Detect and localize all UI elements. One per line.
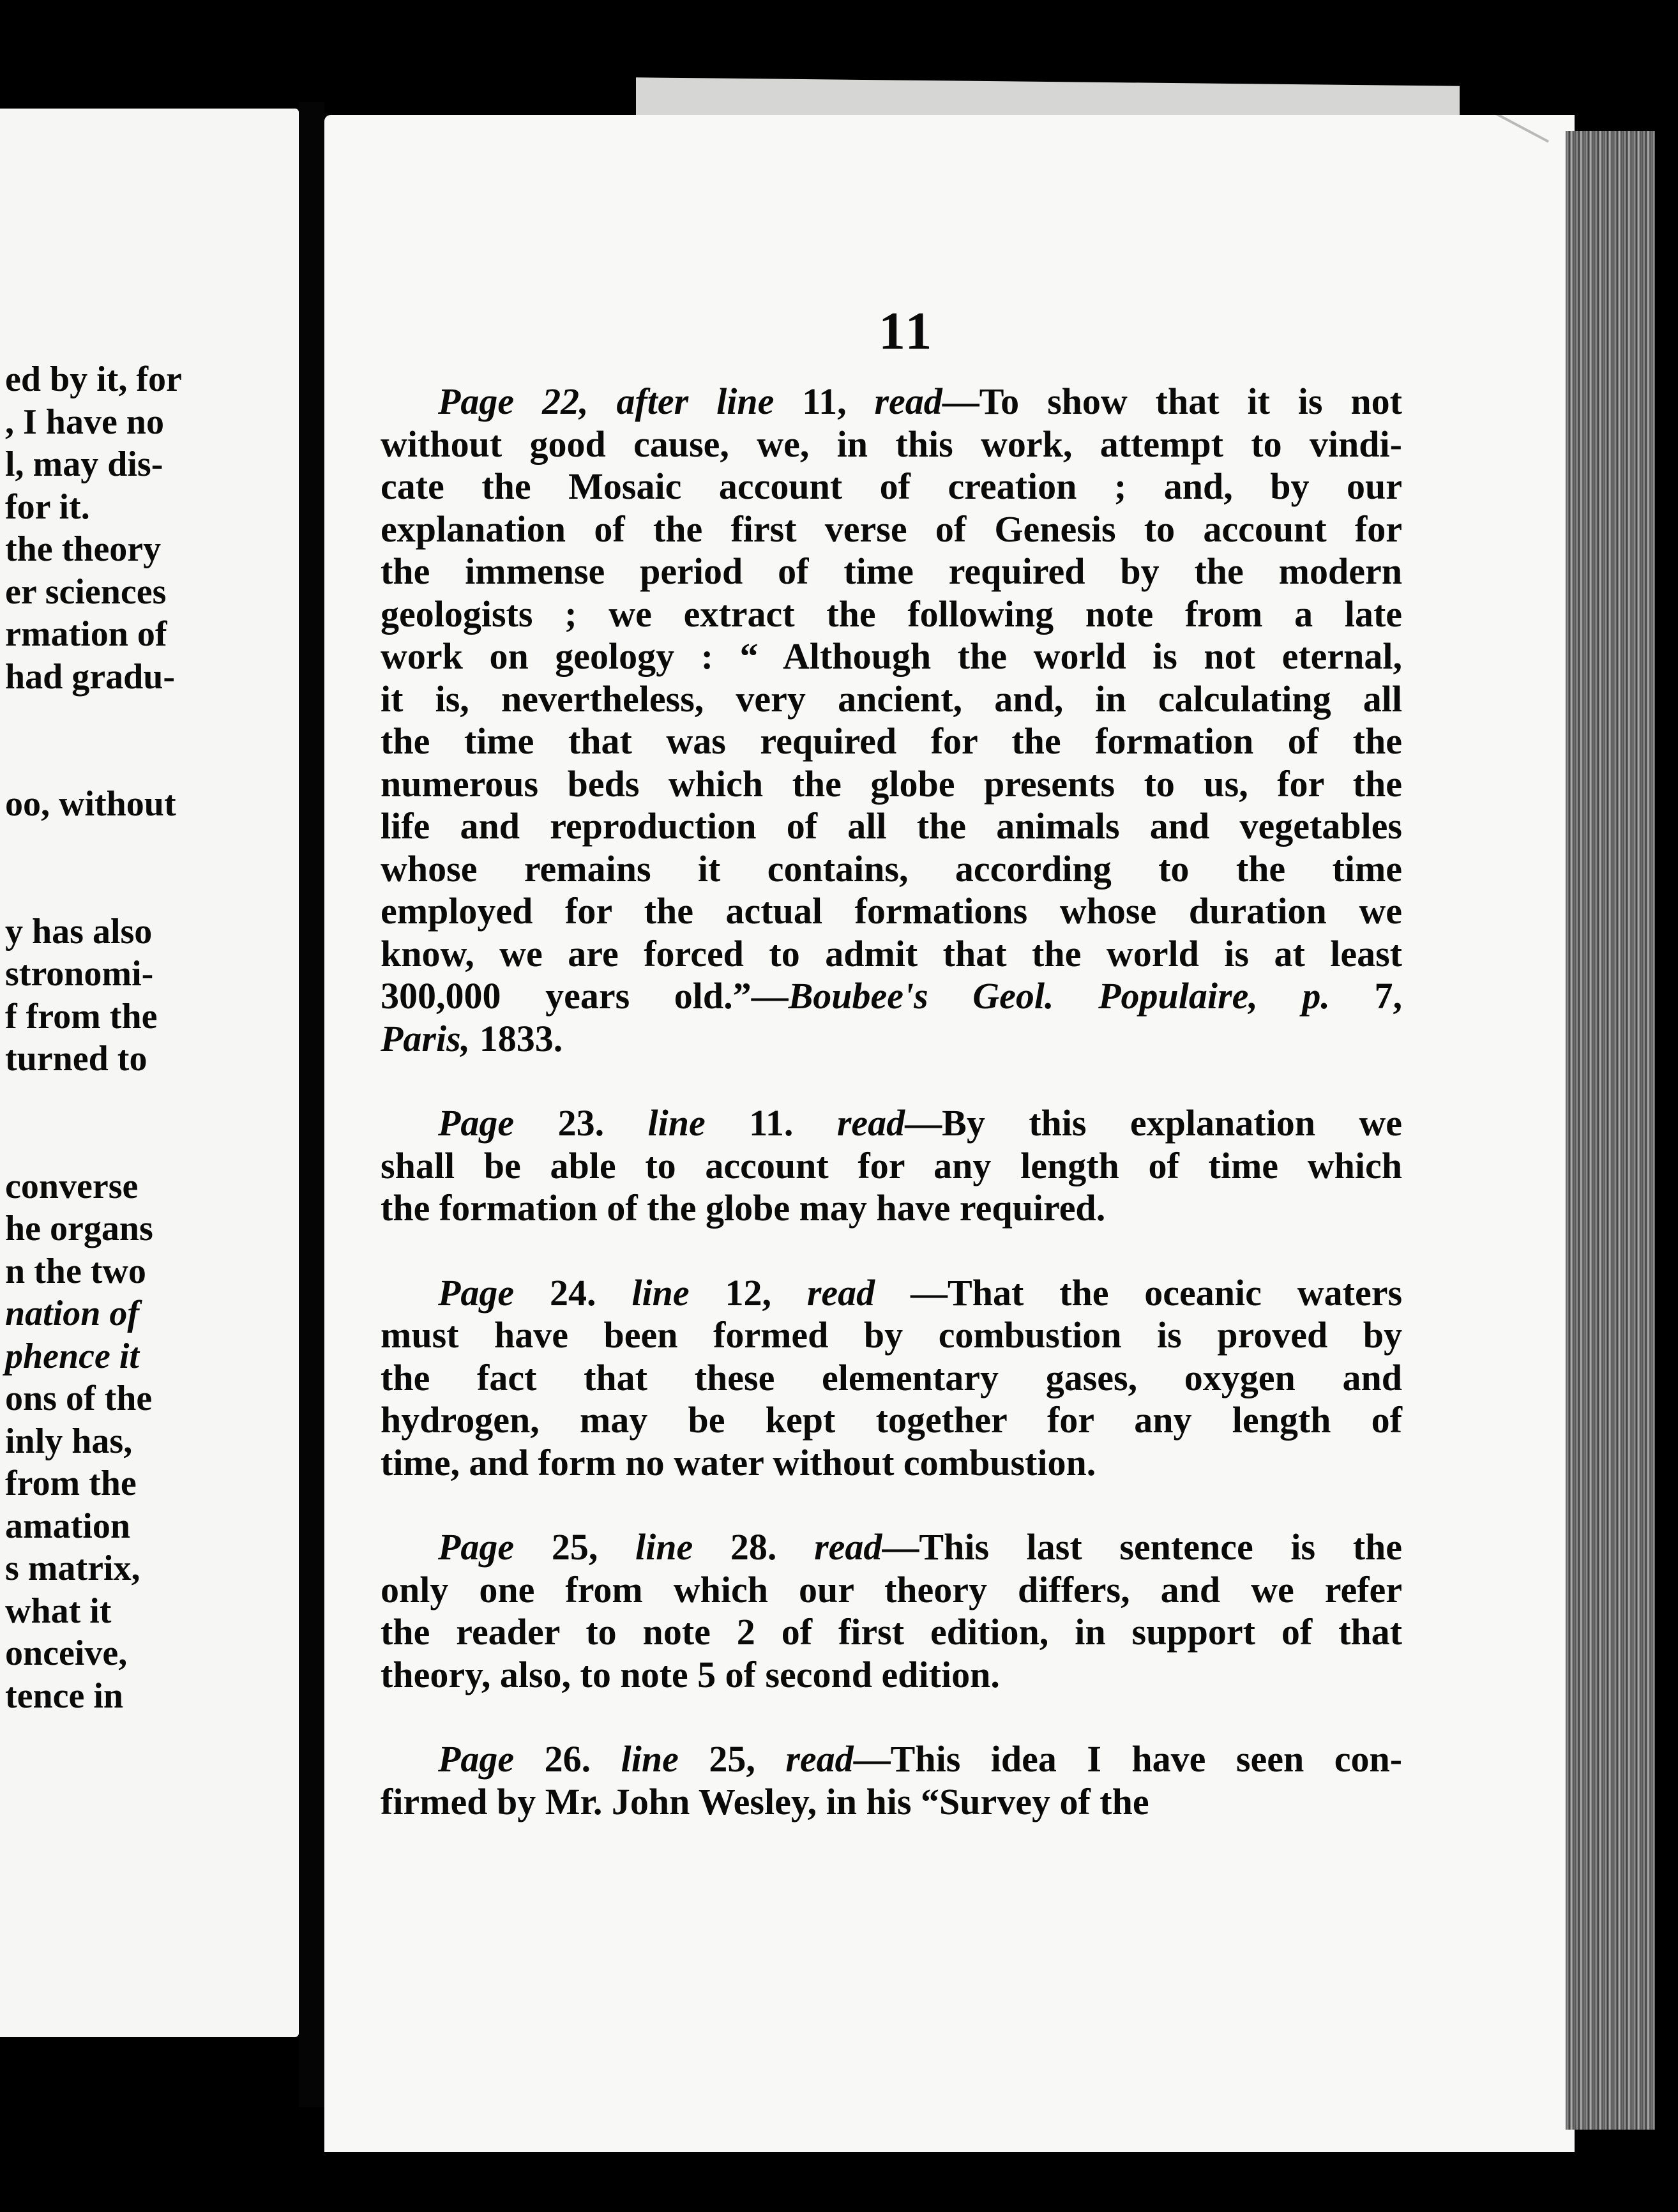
text-line: [381, 1018, 1402, 1061]
italic-text-run: Page: [438, 1102, 515, 1144]
text-run: 12,: [689, 1271, 807, 1314]
text-run: the immense period of time required by the modern: [381, 550, 1402, 592]
text-run: the reader to note 2 of first edition, in support of that: [381, 1611, 1402, 1653]
text-line: [381, 1611, 1402, 1654]
italic-text-run: Page 22, after line: [438, 381, 775, 422]
text-line: [381, 635, 1402, 678]
left-page-line: phence it: [5, 1336, 139, 1376]
text-run: —That the oceanic waters: [875, 1271, 1403, 1314]
text-run: employed for the actual formations whose duration we: [381, 890, 1402, 932]
errata-entry: [381, 1738, 1402, 1823]
italic-text-run: Paris,: [381, 1017, 471, 1059]
text-run: whose remains it contains, according to the time: [381, 847, 1402, 890]
left-page-line: oo, without: [5, 784, 176, 824]
text-run: life and reproduction of all the animals and vegetables: [381, 805, 1402, 847]
italic-text-run: Page: [438, 1271, 515, 1314]
text-line: [381, 848, 1402, 891]
left-page-line: n the two: [5, 1251, 146, 1291]
text-run: 1833.: [470, 1017, 563, 1059]
text-run: cate the Mosaic account of creation ; and, by our: [381, 466, 1402, 507]
book-gutter: [299, 102, 324, 2107]
text-run: 11,: [774, 381, 875, 422]
text-run: the formation of the globe may have required.: [381, 1187, 1106, 1229]
text-run: —This last sentence is the: [882, 1526, 1403, 1568]
italic-text-run: line: [647, 1102, 706, 1144]
italic-text-run: Page: [438, 1738, 515, 1780]
text-run: the time that was required for the formation of the: [381, 720, 1402, 762]
text-line: [381, 1738, 1402, 1781]
left-page-line: er sciences: [5, 572, 167, 612]
text-line: [381, 678, 1402, 721]
text-line: [381, 1399, 1402, 1442]
page-number: 11: [879, 301, 935, 361]
left-page-line: from the: [5, 1464, 137, 1503]
left-page-line: rmation of: [5, 614, 167, 654]
left-page-line: amation: [5, 1506, 130, 1546]
text-run: 24.: [514, 1271, 632, 1314]
text-run: 25,: [514, 1526, 635, 1568]
page-fold-crease: [1311, 115, 1549, 143]
left-page-line: tence in: [5, 1676, 124, 1716]
text-line: [381, 805, 1402, 848]
text-run: only one from which our theory differs, and we refer: [381, 1568, 1402, 1610]
left-page-line: stronomi-: [5, 954, 154, 994]
text-line: [381, 763, 1402, 806]
text-run: —To show that it is not: [942, 381, 1402, 422]
text-line: [381, 1187, 1402, 1230]
left-page-line: ed by it, for: [5, 360, 182, 399]
italic-text-run: line: [631, 1271, 690, 1314]
left-page-line: onceive,: [5, 1633, 128, 1673]
italic-text-run: read: [785, 1738, 854, 1780]
text-line: [381, 1272, 1402, 1315]
left-page-line: , I have no: [5, 402, 164, 442]
text-line: [381, 550, 1402, 593]
left-page-fragment: [0, 109, 299, 2037]
left-page-line: the theory: [5, 529, 162, 569]
text-run: geologists ; we extract the following note from a late: [381, 593, 1402, 635]
text-run: work on geology : “ Although the world is not eternal,: [381, 635, 1402, 677]
left-page-line: nation of: [5, 1294, 140, 1333]
text-run: numerous beds which the globe presents to us, for the: [381, 762, 1402, 805]
text-run: must have been formed by combustion is proved by: [381, 1314, 1402, 1356]
text-run: explanation of the first verse of Genesis to account for: [381, 508, 1402, 550]
text-run: firmed by Mr. John Wesley, in his “Survey of the: [381, 1780, 1149, 1822]
left-page-line: inly has,: [5, 1421, 133, 1461]
errata-text: [381, 381, 1402, 1823]
italic-text-run: Page: [438, 1526, 515, 1568]
left-page-line: l, may dis-: [5, 444, 163, 484]
text-line: [381, 1357, 1402, 1400]
errata-entry: [381, 1272, 1402, 1485]
text-line: [381, 933, 1402, 976]
text-line: [381, 466, 1402, 508]
italic-text-run: read: [806, 1271, 875, 1314]
text-run: 26.: [514, 1738, 621, 1780]
text-line: [381, 1145, 1402, 1188]
page-edges: [1566, 131, 1655, 2130]
text-line: [381, 593, 1402, 636]
paragraph-spacer: [381, 1060, 1402, 1102]
text-run: 7,: [1329, 975, 1402, 1017]
text-run: 11.: [705, 1102, 837, 1144]
text-line: [381, 1654, 1402, 1697]
left-page-line: for it.: [5, 487, 90, 527]
text-line: [381, 1781, 1402, 1824]
left-page-line: converse: [5, 1166, 139, 1206]
text-line: [381, 1102, 1402, 1145]
text-line: [381, 1314, 1402, 1357]
paragraph-spacer: [381, 1484, 1402, 1526]
text-run: shall be able to account for any length of time which: [381, 1144, 1402, 1186]
italic-text-run: line: [621, 1738, 679, 1780]
text-run: —This idea I have seen con-: [853, 1738, 1403, 1780]
text-run: theory, also, to note 5 of second edition.: [381, 1653, 1000, 1695]
text-run: hydrogen, may be kept together for any length of: [381, 1399, 1402, 1441]
left-page-line: y has also: [5, 911, 153, 951]
italic-text-run: line: [635, 1526, 693, 1568]
text-line: [381, 720, 1402, 763]
italic-text-run: read: [874, 381, 942, 422]
left-page-line: had gradu-: [5, 656, 176, 697]
text-line: [381, 1526, 1402, 1569]
text-line: [381, 890, 1402, 933]
errata-entry: [381, 381, 1402, 1060]
text-run: without good cause, we, in this work, attempt to vindi-: [381, 423, 1402, 465]
left-page-line: s matrix,: [5, 1549, 140, 1588]
paragraph-spacer: [381, 1696, 1402, 1738]
left-page-line: he organs: [5, 1209, 153, 1248]
left-page-line: ons of the: [5, 1379, 153, 1418]
text-run: 300,000 years old.”—: [381, 975, 789, 1017]
text-run: the fact that these elementary gases, oxygen and: [381, 1356, 1402, 1398]
text-line: [381, 975, 1402, 1018]
italic-text-run: read: [836, 1102, 905, 1144]
text-run: it is, nevertheless, very ancient, and, in calculating all: [381, 678, 1402, 720]
text-line: [381, 1569, 1402, 1612]
left-page-line: f from the: [5, 996, 158, 1036]
text-line: [381, 508, 1402, 551]
text-run: 25,: [678, 1738, 786, 1780]
italic-text-run: read: [814, 1526, 882, 1568]
paragraph-spacer: [381, 1230, 1402, 1272]
errata-entry: [381, 1102, 1402, 1230]
left-page-line: turned to: [5, 1039, 147, 1079]
text-run: —By this explanation we: [905, 1102, 1402, 1144]
text-line: [381, 381, 1402, 423]
text-line: [381, 1442, 1402, 1485]
text-line: [381, 423, 1402, 466]
text-run: 28.: [693, 1526, 815, 1568]
text-run: know, we are forced to admit that the world is at least: [381, 932, 1402, 974]
errata-entry: [381, 1526, 1402, 1696]
italic-text-run: Boubee's Geol. Populaire, p.: [788, 975, 1330, 1017]
text-run: time, and form no water without combustion.: [381, 1441, 1096, 1483]
left-page-line: what it: [5, 1591, 112, 1631]
text-run: 23.: [514, 1102, 648, 1144]
